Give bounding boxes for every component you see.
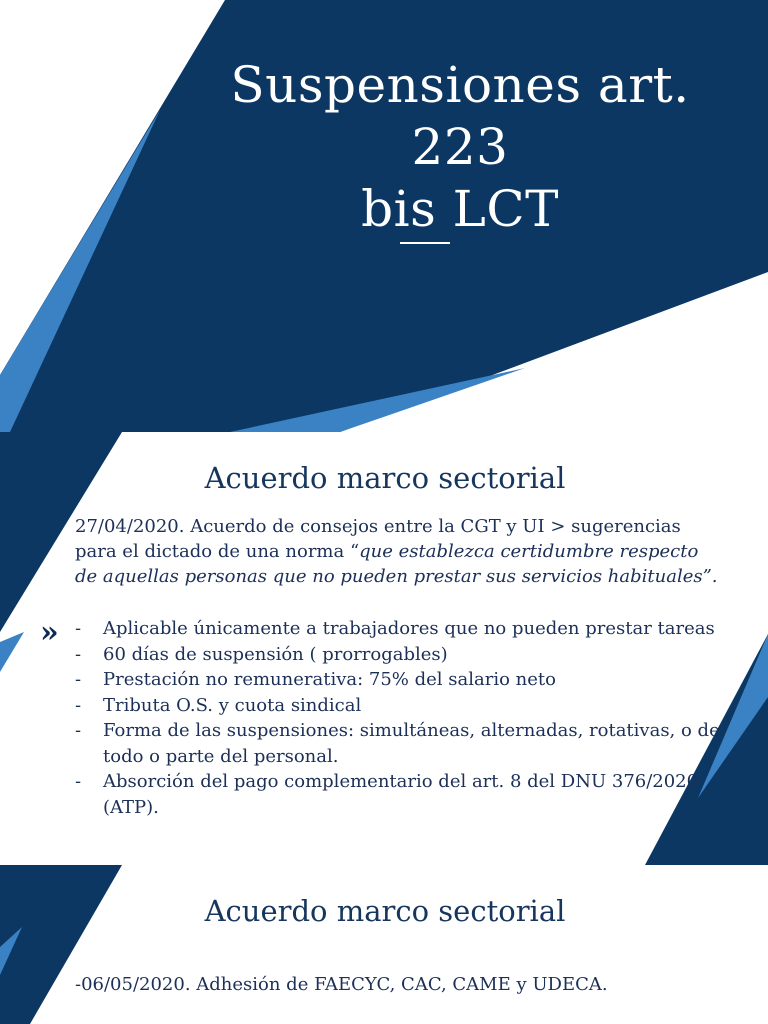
slide2-heading: Acuerdo marco sectorial xyxy=(204,461,566,495)
chevron-double-right-icon: » xyxy=(40,615,59,650)
slide-title-text xyxy=(180,54,740,240)
slide-title xyxy=(0,0,768,432)
list-item: - Forma de las suspensiones: simultáneas, alternadas, rotativas, o de todo o parte del personal. xyxy=(75,718,725,769)
list-item: - Tributa O.S. y cuota sindical xyxy=(75,693,725,719)
intro-paragraph xyxy=(75,514,725,589)
slide-acuerdo-2 xyxy=(0,865,768,1024)
list-item: - 60 días de suspensión ( prorrogables) xyxy=(75,642,725,668)
list-item: - Absorción del pago complementario del art. 8 del DNU 376/2020 (ATP). xyxy=(75,769,725,820)
slide3-background xyxy=(0,865,768,1024)
slide3-heading: Acuerdo marco sectorial xyxy=(204,894,566,928)
list-item: - Aplicable únicamente a trabajadores que no pueden prestar tareas xyxy=(75,616,725,642)
title-line-2 xyxy=(180,178,740,240)
accent-corner-left xyxy=(0,632,24,672)
title-line-1: Suspensiones art. 223 xyxy=(230,56,690,176)
list-item: - Prestación no remunerativa: 75% del salario neto xyxy=(75,667,725,693)
title-underlined-part: s xyxy=(410,180,437,238)
slide-acuerdo-1 xyxy=(0,432,768,865)
intro-quote: que establezca certidumbre respecto de aquellas personas que no pueden prestar sus servicios habituales”. xyxy=(75,541,718,587)
conditions-list xyxy=(75,616,725,820)
navy-corner-left xyxy=(0,865,122,1024)
title-part: LCT xyxy=(436,180,559,238)
title-part: bi xyxy=(361,180,411,238)
intro-text: 27/04/2020. Acuerdo de consejos entre la CGT y UI > sugerencias para el dictado de una norma “ xyxy=(75,516,681,562)
adhesion-line: -06/05/2020. Adhesión de FAECYC, CAC, CAME y UDECA. xyxy=(75,974,608,995)
